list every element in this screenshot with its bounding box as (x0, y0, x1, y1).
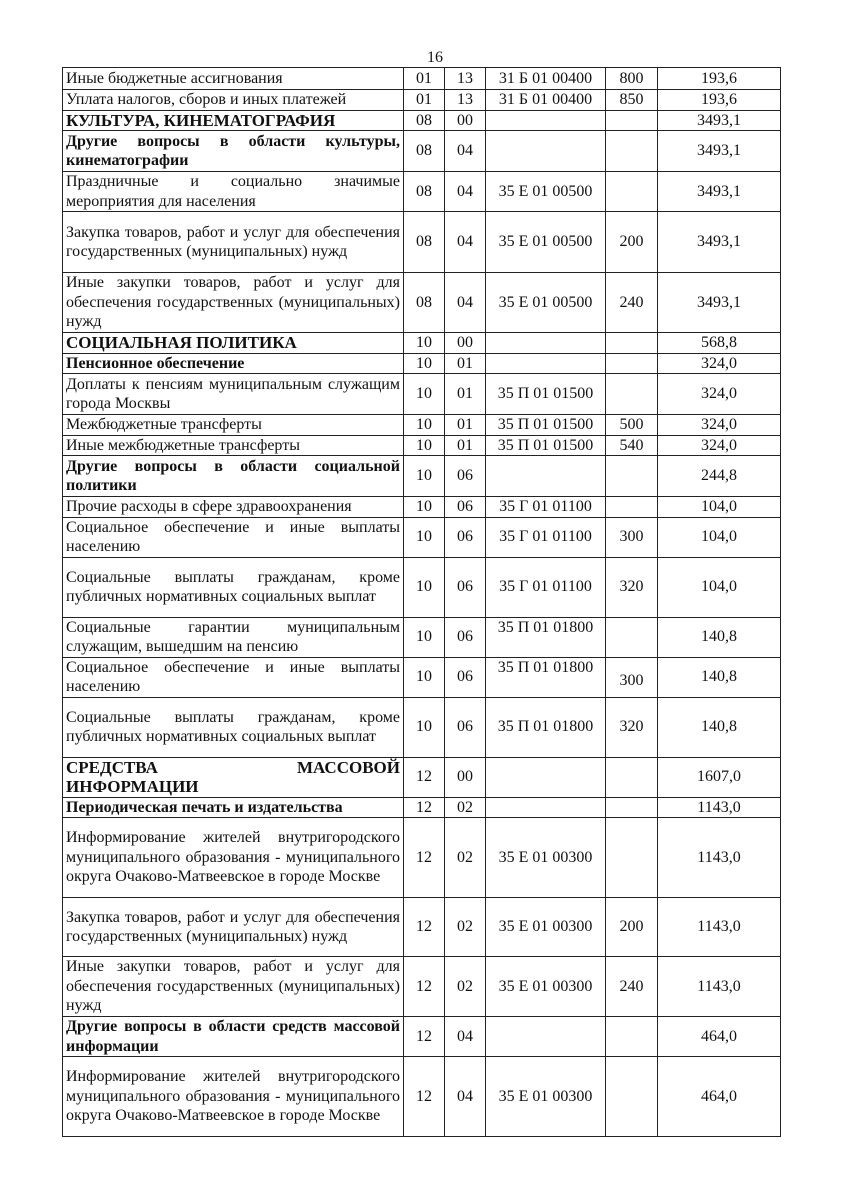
row-expense-type: 540 (606, 435, 658, 456)
row-name: Социальные выплаты гражданам, кроме публичных нормативных социальных выплат (63, 557, 404, 617)
row-expense-type (606, 374, 658, 415)
row-expense-type (606, 110, 658, 131)
row-name: Иные межбюджетные трансферты (63, 435, 404, 456)
row-target-article: 31 Б 01 00400 (486, 68, 606, 90)
row-subsection-code: 00 (445, 333, 486, 354)
row-expense-type (606, 797, 658, 818)
row-subsection-code: 00 (445, 757, 486, 797)
row-amount: 140,8 (658, 697, 781, 757)
table-row (63, 517, 781, 557)
row-expense-type: 800 (606, 68, 658, 90)
row-amount: 324,0 (658, 353, 781, 374)
row-expense-type: 200 (606, 898, 658, 957)
table-row (63, 68, 781, 90)
row-name: Другие вопросы в области культуры, кинематографии (63, 131, 404, 172)
row-name: Иные закупки товаров, работ и услуг для обеспечения государственных (муниципальных) нужд (63, 273, 404, 333)
row-amount: 3493,1 (658, 131, 781, 172)
row-expense-type: 240 (606, 957, 658, 1017)
row-target-article (486, 131, 606, 172)
row-subsection-code: 04 (445, 1057, 486, 1137)
row-amount: 1143,0 (658, 797, 781, 818)
row-section-code: 08 (404, 273, 445, 333)
table-row (63, 415, 781, 436)
table-row (63, 1057, 781, 1137)
row-section-code: 10 (404, 697, 445, 757)
row-expense-type: 500 (606, 415, 658, 436)
row-target-article: 35 П 01 01800 (486, 657, 606, 697)
table-row (63, 435, 781, 456)
row-amount: 1143,0 (658, 818, 781, 898)
row-target-article (486, 456, 606, 497)
row-section-code: 10 (404, 617, 445, 657)
row-subsection-code: 04 (445, 1017, 486, 1057)
table-row-section (63, 757, 781, 797)
row-subsection-code: 01 (445, 374, 486, 415)
row-name: Праздничные и социально значимые мероприятия для населения (63, 172, 404, 212)
row-subsection-code: 02 (445, 797, 486, 818)
table-row (63, 273, 781, 333)
row-expense-type: 850 (606, 90, 658, 111)
table-row-section (63, 333, 781, 354)
row-amount: 324,0 (658, 374, 781, 415)
row-subsection-code: 06 (445, 456, 486, 497)
row-subsection-code: 13 (445, 68, 486, 90)
row-target-article: 31 Б 01 00400 (486, 90, 606, 111)
row-amount: 568,8 (658, 333, 781, 354)
row-subsection-code: 06 (445, 617, 486, 657)
row-amount: 1143,0 (658, 957, 781, 1017)
row-section-code: 12 (404, 818, 445, 898)
row-target-article (486, 353, 606, 374)
row-section-code: 01 (404, 90, 445, 111)
row-amount: 464,0 (658, 1057, 781, 1137)
row-expense-type: 200 (606, 212, 658, 273)
row-target-article (486, 797, 606, 818)
row-section-code: 08 (404, 212, 445, 273)
row-name: СРЕДСТВА МАССОВОЙ ИНФОРМАЦИИ (63, 757, 404, 797)
row-target-article: 35 Е 01 00300 (486, 818, 606, 898)
row-expense-type (606, 757, 658, 797)
row-name: Иные закупки товаров, работ и услуг для обеспечения государственных (муниципальных) нужд (63, 957, 404, 1017)
row-amount: 324,0 (658, 415, 781, 436)
row-subsection-code: 02 (445, 957, 486, 1017)
row-subsection-code: 02 (445, 818, 486, 898)
table-row (63, 497, 781, 518)
table-row (63, 557, 781, 617)
row-section-code: 12 (404, 757, 445, 797)
table-row (63, 617, 781, 657)
table-row-subsection (63, 797, 781, 818)
row-section-code: 08 (404, 172, 445, 212)
row-target-article: 35 Г 01 01100 (486, 497, 606, 518)
row-amount: 3493,1 (658, 273, 781, 333)
row-target-article (486, 110, 606, 131)
table-row (63, 374, 781, 415)
row-name: Социальное обеспечение и иные выплаты населению (63, 517, 404, 557)
row-expense-type (606, 1017, 658, 1057)
table-row-subsection (63, 1017, 781, 1057)
row-name: Пенсионное обеспечение (63, 353, 404, 374)
row-name: Информирование жителей внутригородского муниципального образования - муниципального округа Очаково-Матвеевское в городе Москве (63, 818, 404, 898)
row-subsection-code: 01 (445, 435, 486, 456)
row-amount: 140,8 (658, 657, 781, 697)
table-row (63, 212, 781, 273)
row-expense-type (606, 1057, 658, 1137)
page-number: 16 (427, 49, 443, 66)
row-section-code: 10 (404, 353, 445, 374)
row-subsection-code: 06 (445, 497, 486, 518)
row-amount: 140,8 (658, 617, 781, 657)
row-expense-type: 320 (606, 697, 658, 757)
row-amount: 104,0 (658, 517, 781, 557)
row-target-article (486, 757, 606, 797)
row-name: Информирование жителей внутригородского муниципального образования - муниципального округа Очаково-Матвеевское в городе Москве (63, 1057, 404, 1137)
row-amount: 324,0 (658, 435, 781, 456)
row-subsection-code: 06 (445, 517, 486, 557)
row-section-code: 10 (404, 657, 445, 697)
row-expense-type: 320 (606, 557, 658, 617)
row-amount: 3493,1 (658, 110, 781, 131)
row-section-code: 08 (404, 131, 445, 172)
row-amount: 3493,1 (658, 172, 781, 212)
row-subsection-code: 04 (445, 212, 486, 273)
row-subsection-code: 06 (445, 697, 486, 757)
row-section-code: 10 (404, 557, 445, 617)
row-subsection-code: 01 (445, 415, 486, 436)
row-amount: 244,8 (658, 456, 781, 497)
row-section-code: 08 (404, 110, 445, 131)
row-target-article: 35 П 01 01500 (486, 415, 606, 436)
row-target-article: 35 Е 01 00500 (486, 212, 606, 273)
row-section-code: 10 (404, 374, 445, 415)
row-expense-type: 300 (606, 517, 658, 557)
row-amount: 193,6 (658, 90, 781, 111)
row-name: Межбюджетные трансферты (63, 415, 404, 436)
row-target-article: 35 Е 01 00300 (486, 957, 606, 1017)
row-expense-type (606, 456, 658, 497)
row-name: Социальное обеспечение и иные выплаты населению (63, 657, 404, 697)
row-name: Другие вопросы в области социальной политики (63, 456, 404, 497)
table-row-subsection (63, 353, 781, 374)
table-row (63, 898, 781, 957)
row-subsection-code: 06 (445, 557, 486, 617)
row-name: Закупка товаров, работ и услуг для обеспечения государственных (муниципальных) нужд (63, 898, 404, 957)
table-row-section (63, 110, 781, 131)
row-target-article: 35 П 01 01500 (486, 435, 606, 456)
row-section-code: 12 (404, 957, 445, 1017)
row-section-code: 10 (404, 517, 445, 557)
row-section-code: 10 (404, 435, 445, 456)
row-subsection-code: 04 (445, 131, 486, 172)
row-target-article: 35 П 01 01500 (486, 374, 606, 415)
row-subsection-code: 13 (445, 90, 486, 111)
row-name: Периодическая печать и издательства (63, 797, 404, 818)
row-subsection-code: 02 (445, 898, 486, 957)
row-section-code: 12 (404, 1057, 445, 1137)
row-amount: 104,0 (658, 557, 781, 617)
row-amount: 104,0 (658, 497, 781, 518)
row-name: КУЛЬТУРА, КИНЕМАТОГРАФИЯ (63, 110, 404, 131)
row-amount: 193,6 (658, 68, 781, 90)
row-name: Социальные гарантии муниципальным служащим, вышедшим на пенсию (63, 617, 404, 657)
row-name: Закупка товаров, работ и услуг для обеспечения государственных (муниципальных) нужд (63, 212, 404, 273)
row-name: Доплаты к пенсиям муниципальным служащим города Москвы (63, 374, 404, 415)
row-target-article: 35 Г 01 01100 (486, 517, 606, 557)
table-row (63, 657, 781, 697)
row-section-code: 10 (404, 415, 445, 436)
row-section-code: 10 (404, 333, 445, 354)
row-target-article: 35 Е 01 00300 (486, 1057, 606, 1137)
row-name: Прочие расходы в сфере здравоохранения (63, 497, 404, 518)
row-section-code: 01 (404, 68, 445, 90)
row-target-article: 35 П 01 01800 (486, 697, 606, 757)
row-target-article (486, 333, 606, 354)
row-subsection-code: 04 (445, 273, 486, 333)
row-section-code: 10 (404, 456, 445, 497)
row-name: Социальные выплаты гражданам, кроме публичных нормативных социальных выплат (63, 697, 404, 757)
table-row-subsection (63, 131, 781, 172)
table-row (63, 818, 781, 898)
row-target-article: 35 П 01 01800 (486, 617, 606, 657)
row-expense-type: 300 (606, 657, 658, 697)
table-row-subsection (63, 456, 781, 497)
table-row (63, 957, 781, 1017)
row-subsection-code: 00 (445, 110, 486, 131)
table-row (63, 172, 781, 212)
table-row (63, 697, 781, 757)
row-target-article: 35 Е 01 00500 (486, 172, 606, 212)
row-amount: 3493,1 (658, 212, 781, 273)
row-expense-type (606, 333, 658, 354)
row-section-code: 12 (404, 898, 445, 957)
row-expense-type (606, 172, 658, 212)
row-subsection-code: 04 (445, 172, 486, 212)
row-amount: 1143,0 (658, 898, 781, 957)
row-target-article: 35 Е 01 00500 (486, 273, 606, 333)
row-section-code: 12 (404, 1017, 445, 1057)
budget-expenditure-table (62, 67, 781, 1137)
row-subsection-code: 06 (445, 657, 486, 697)
table-row (63, 90, 781, 111)
row-expense-type (606, 353, 658, 374)
row-name: СОЦИАЛЬНАЯ ПОЛИТИКА (63, 333, 404, 354)
row-target-article: 35 Г 01 01100 (486, 557, 606, 617)
row-section-code: 12 (404, 797, 445, 818)
row-expense-type (606, 497, 658, 518)
row-section-code: 10 (404, 497, 445, 518)
row-target-article (486, 1017, 606, 1057)
row-name: Другие вопросы в области средств массовой информации (63, 1017, 404, 1057)
row-amount: 464,0 (658, 1017, 781, 1057)
row-amount: 1607,0 (658, 757, 781, 797)
row-subsection-code: 01 (445, 353, 486, 374)
row-expense-type (606, 818, 658, 898)
row-expense-type: 240 (606, 273, 658, 333)
row-expense-type (606, 617, 658, 657)
row-target-article: 35 Е 01 00300 (486, 898, 606, 957)
row-name: Иные бюджетные ассигнования (63, 68, 404, 90)
row-expense-type (606, 131, 658, 172)
row-name: Уплата налогов, сборов и иных платежей (63, 90, 404, 111)
